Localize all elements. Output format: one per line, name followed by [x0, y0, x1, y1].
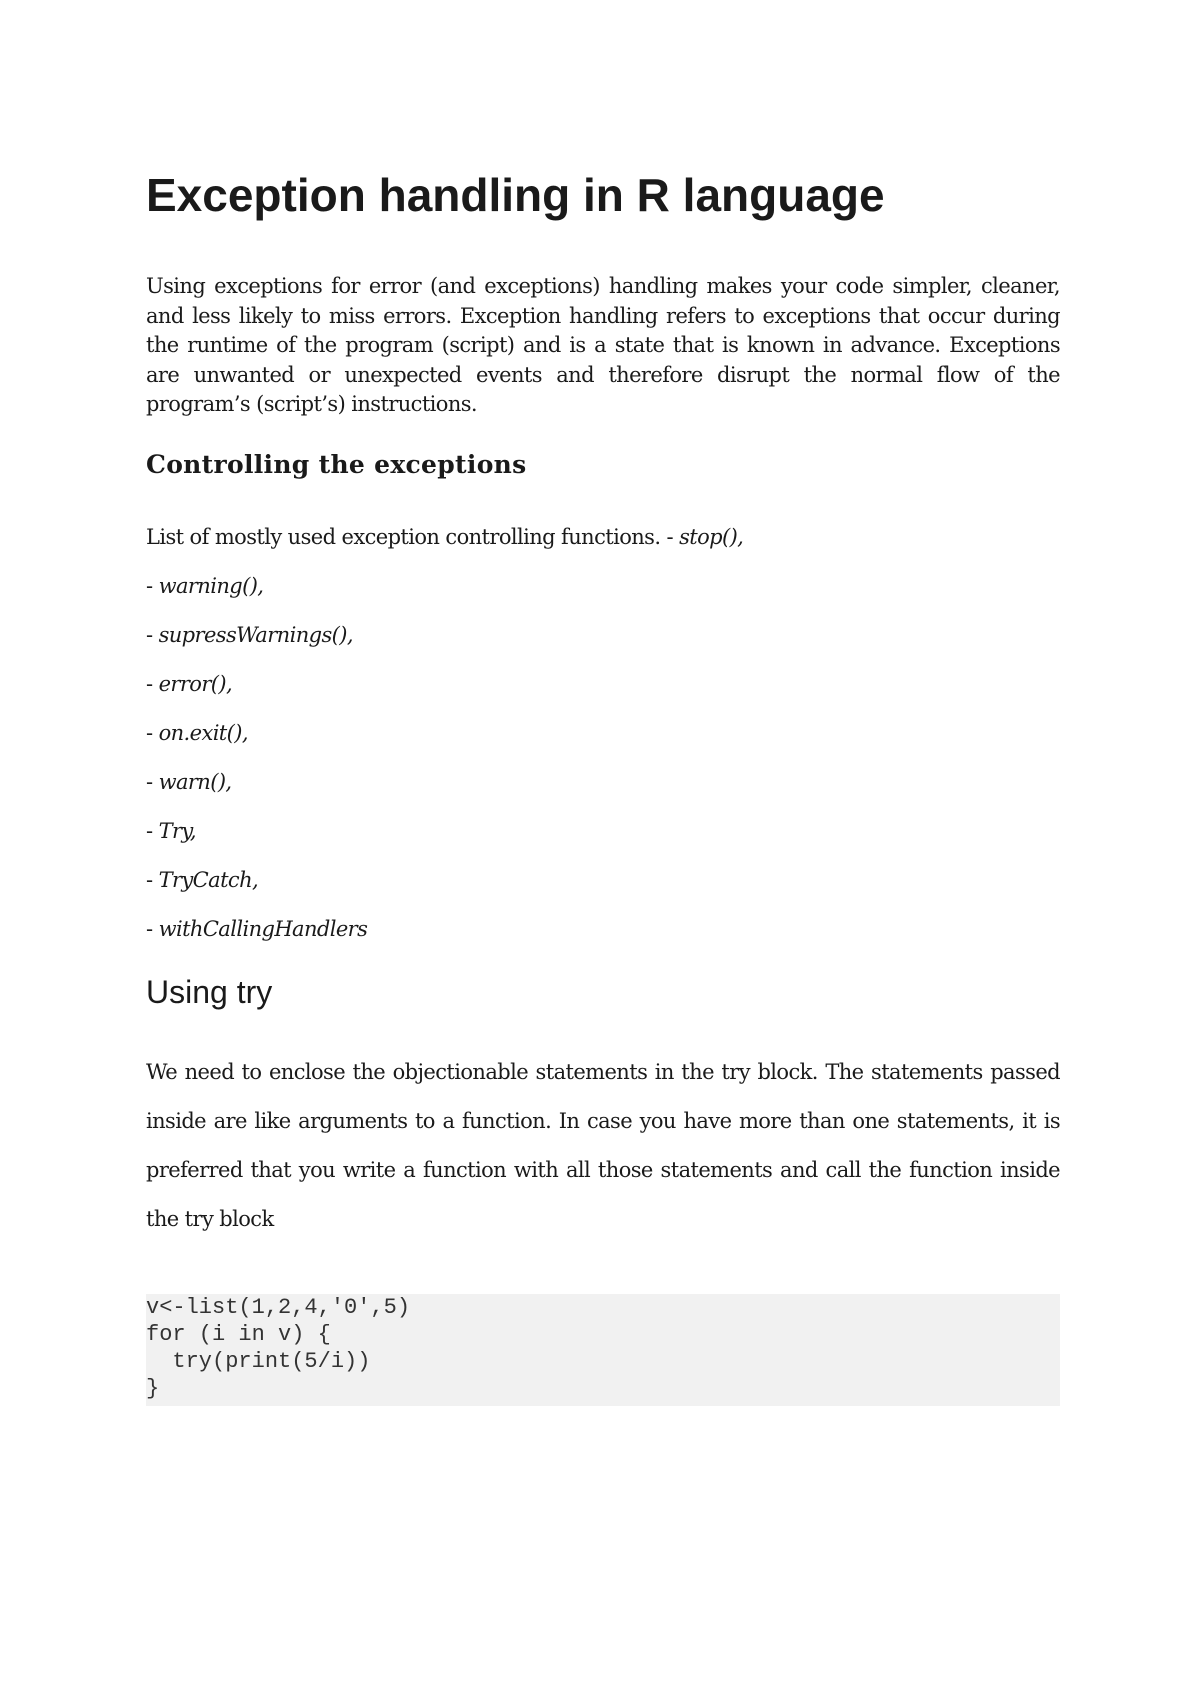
- list-item-text: warning(),: [158, 574, 264, 598]
- list-item-dash: -: [146, 819, 159, 843]
- using-try-heading: Using try: [146, 974, 273, 1010]
- intro-paragraph: Using exceptions for error (and exceptions) handling makes your code simpler, cleaner, and less likely to miss errors. Exception handling refers to exceptions that occur during the runtime of the program (script) and is a state that is known in advance. Exceptions are unwanted or unexpected events and therefore disrupt the normal flow of the program’s (script’s) instructions.: [146, 274, 1060, 416]
- using-try-paragraph: We need to enclose the objectionable statements in the try block. The statements passed inside are like arguments to a function. In case you have more than one statements, it is preferred that you write a function with all those statements and call the function inside the try block: [146, 1060, 1060, 1231]
- code-line: for (i in v) {: [146, 1322, 331, 1347]
- list-item-text: supressWarnings(),: [158, 623, 353, 647]
- list-item-text: TryCatch,: [158, 868, 259, 892]
- list-item-dash: -: [146, 574, 159, 598]
- code-line: }: [146, 1376, 160, 1401]
- list-item-stop: stop(),: [679, 525, 744, 549]
- code-line: v<-list(1,2,4,'0',5): [146, 1295, 411, 1320]
- code-block-inner: [146, 1294, 1060, 1402]
- list-item: [146, 816, 196, 846]
- list-item-text: withCallingHandlers: [158, 917, 368, 941]
- list-item-dash: -: [146, 721, 159, 745]
- code-block: [146, 1294, 1060, 1406]
- list-item-dash: -: [146, 868, 159, 892]
- list-item-dash: -: [146, 770, 159, 794]
- list-item-dash: -: [146, 623, 159, 647]
- code-line: try(print(5/i)): [146, 1349, 371, 1374]
- list-item: [146, 865, 258, 895]
- list-item-text: error(),: [158, 672, 233, 696]
- list-item: [146, 571, 263, 601]
- list-lead-line: [146, 522, 743, 552]
- list-item-dash: -: [146, 917, 159, 941]
- page-title: Exception handling in R language: [146, 169, 885, 221]
- list-item: [146, 669, 232, 699]
- list-lead-text: List of mostly used exception controlling functions. -: [146, 525, 680, 549]
- list-item-text: Try,: [158, 819, 196, 843]
- list-item: [146, 620, 353, 650]
- controlling-heading: Controlling the exceptions: [146, 450, 527, 479]
- list-item: [146, 718, 248, 748]
- list-item-text: warn(),: [158, 770, 232, 794]
- list-item-dash: -: [146, 672, 159, 696]
- list-item: [146, 767, 232, 797]
- list-item: [146, 914, 367, 944]
- list-item-text: on.exit(),: [158, 721, 248, 745]
